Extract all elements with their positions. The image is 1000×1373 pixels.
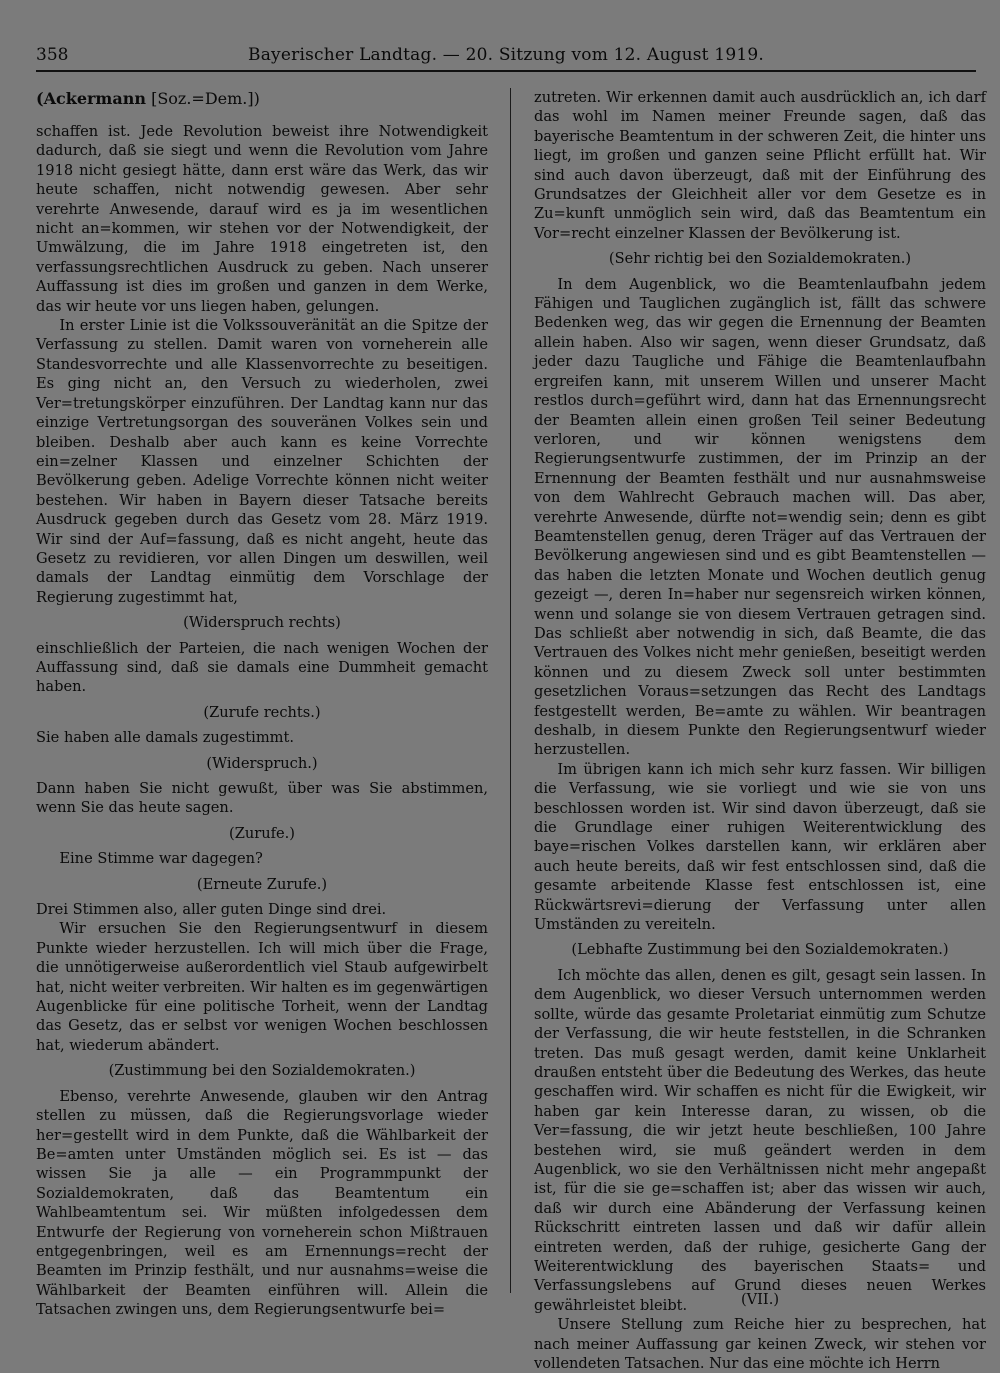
paragraph: zutreten. Wir erkennen damit auch ausdrücklich an, ich darf das wohl im Namen meiner Freunde sagen, daß das bayerische Beamtentum in der schweren Zeit, die hinter uns liegt, im großen und ganzen seine Pflicht erfüllt hat. Wir sind auch davon überzeugt, daß mit der Einführung des Grundsatzes der Gleichheit aller vor dem Gesetze es in Zu=kunft unmöglich sein wird, daß das Beamtentum ein Vor=recht einzelner Klassen der Bevölkerung ist.	[534, 89, 986, 242]
interjection: (Lebhafte Zustimmung bei den Sozialdemokraten.)	[571, 941, 949, 959]
paragraph: Eine Stimme war dagegen?	[59, 850, 263, 868]
interjection: (Widerspruch rechts)	[183, 614, 341, 632]
column-divider	[510, 88, 511, 1293]
paragraph: Sie haben alle damals zugestimmt.	[36, 729, 295, 747]
interjection: (Zurufe rechts.)	[203, 703, 321, 721]
header-rule	[36, 70, 976, 72]
paragraph: In erster Linie ist die Volkssouveränität an die Spitze der Verfassung zu stellen. Damit waren von vorneherein alle Standesvorrechte und alle Klassenvorrechte zu beseitigen. Es ging nicht an, den Versuch zu wiederholen, zwei Ver=tretungskörper einzuführen. Der Landtag kann nur das einzige Vertretungsorgan des souveränen Volkes sein und bleiben. Deshalb aber auch kann es keine Vorrechte ein=zelner Klassen und einzelner Schichten der Bevölkerung geben. Adelige Vorrechte können nicht weiter bestehen. Wir haben in Bayern dieser Tatsache bereits Ausdruck gegeben durch das Gesetz vom 28. März 1919. Wir sind der Auf=fassung, daß es nicht angeht, heute das Gesetz zu revidieren, vor allen Dingen um deswillen, weil damals der Landtag einmütig dem Vorschlage der Regierung zugestimmt hat,	[36, 317, 488, 606]
speaker-name: (Ackermann	[36, 89, 146, 108]
paragraph: Ich möchte das allen, denen es gilt, gesagt sein lassen. In dem Augenblick, wo dieser Versuch unternommen werden sollte, würde das gesamte Proletariat einmütig zum Schutze der Verfassung, die wir heute feststellen, in die Schranken treten. Das muß gesagt werden, damit keine Unklarheit draußen entsteht über die Bedeutung des Werkes, das heute geschaffen wird. Wir schaffen es nicht für die Ewigkeit, wir haben gar kein Interesse daran, zu wissen, ob die Ver=fassung, die wir jetzt heute beschließen, 100 Jahre bestehen wird, sie muß geändert werden in dem Augenblick, wo sie den Verhältnissen nicht mehr angepaßt ist, für die sie ge=schaffen ist; aber das wissen wir auch, daß wir durch eine Abänderung der Verfassung keinen Rückschritt eintreten lassen und daß wir dafür allein eintreten werden, daß der ruhige, gesicherte Gang der Weiterentwicklung des bayerischen Staats= und Verfassungslebens auf Grund dieses neuen Werkes gewährleistet bleibt.	[534, 966, 986, 1314]
paragraph: In dem Augenblick, wo die Beamtenlaufbahn jedem Fähigen und Tauglichen zugänglich ist, fällt das schwere Bedenken weg, das wir gegen die Ernennung der Beamten allein haben. Also wir sagen, wenn dieser Grundsatz, daß jeder dazu Taugliche und Fähige die Beamtenlaufbahn ergreifen kann, mit unserem Willen und unserer Macht restlos durch=geführt wird, dann hat das Ernennungsrecht der Beamten allein einen großen Teil seiner Bedeutung verloren, und wir können wenigstens dem Regierungsentwurfe zustimmen, der im Prinzip an der Ernennung der Beamten festhält und nur ausnahmsweise von dem Wahlrecht Gebrauch machen will. Das aber, verehrte Anwesende, dürfte not=wendig sein; denn es gibt Beamtenstellen genug, deren Träger auf das Vertrauen der Bevölkerung angewiesen sind und es gibt Beamtenstellen — das haben die letzten Monate und Wochen deutlich genug gezeigt —, deren In=haber nur segensreich wirken können, wenn und solange sie von diesem Vertrauen getragen sind. Das schließt aber notwendig in sich, daß Beamte, die das Vertrauen des Volkes nicht mehr genießen, beseitigt werden können und zu diesem Zweck soll unter bestimmten gesetzlichen Voraus=setzungen das Recht des Landtags festgestellt werden, Be=amte zu wählen. Wir beantragen deshalb, in diesem Punkte den Regierungsentwurf wieder herzustellen.	[534, 275, 986, 759]
left-column	[36, 88, 488, 1320]
interjection: (Zustimmung bei den Sozialdemokraten.)	[108, 1062, 416, 1080]
speaker-line	[36, 88, 488, 110]
interjection: (Zurufe.)	[229, 824, 295, 842]
paragraph: Im übrigen kann ich mich sehr kurz fassen. Wir billigen die Verfassung, wie sie vorliegt und wie sie von uns beschlossen worden ist. Wir sind davon überzeugt, daß sie die Grundlage einer ruhigen Weiterentwicklung des baye=rischen Volkes darstellen kann, wir erklären aber auch heute bereits, daß wir fest entschlossen sind, daß die gesamte arbeitende Klasse fest entschlossen ist, eine Rückwärtsrevi=dierung der Verfassung unter allen Umständen zu vereiteln.	[534, 760, 986, 934]
interjection: (Erneute Zurufe.)	[196, 875, 328, 893]
paragraph: Drei Stimmen also, aller guten Dinge sind drei.	[36, 901, 387, 919]
speaker-party: [Soz.=Dem.])	[151, 89, 260, 108]
paragraph: einschließlich der Parteien, die nach wenigen Wochen der Auffassung sind, daß sie damals eine Dummheit gemacht haben.	[36, 639, 488, 696]
right-column	[534, 88, 986, 1373]
page-number: 358	[36, 45, 69, 65]
paragraph: Wir ersuchen Sie den Regierungsentwurf in diesem Punkte wieder herzustellen. Ich will mich über die Frage, die unnötigerweise außerordentlich viel Staub aufgewirbelt hat, nicht weiter verbreiten. Wir halten es im gegenwärtigen Augenblicke für eine politische Torheit, wenn der Landtag das Gesetz, das er selbst vor wenigen Wochen beschlossen hat, wiederum abändert.	[36, 920, 488, 1054]
running-title: Bayerischer Landtag. — 20. Sitzung vom 12. August 1919.	[248, 45, 764, 65]
interjection: (Sehr richtig bei den Sozialdemokraten.)	[608, 250, 912, 268]
interjection: (Widerspruch.)	[206, 754, 318, 772]
signature-mark: (VII.)	[740, 1291, 780, 1308]
paragraph: Unsere Stellung zum Reiche hier zu besprechen, hat nach meiner Auffassung gar keinen Zweck, wir stehen vor vollendeten Tatsachen. Nur das eine möchte ich Herrn	[534, 1316, 986, 1372]
paragraph: Dann haben Sie nicht gewußt, über was Sie abstimmen, wenn Sie das heute sagen.	[36, 780, 488, 817]
paragraph: Ebenso, verehrte Anwesende, glauben wir den Antrag stellen zu müssen, daß die Regierungsvorlage wieder her=gestellt wird in dem Punkte, daß die Wählbarkeit der Be=amten unter Umständen möglich sei. Es ist — das wissen Sie ja alle — ein Programmpunkt der Sozialdemokraten, daß das Beamtentum ein Wahlbeamtentum sei. Wir müßten infolgedessen dem Entwurfe der Regierung von vorneherein schon Mißtrauen entgegenbringen, weil es am Ernennungs=recht der Beamten im Prinzip festhält, und nur ausnahms=weise die Wählbarkeit der Beamten einführen will. Allein die Tatsachen zwingen uns, dem Regierungsentwurfe bei=	[36, 1087, 488, 1319]
paragraph: schaffen ist. Jede Revolution beweist ihre Notwendigkeit dadurch, daß sie siegt und wenn die Revolution vom Jahre 1918 nicht gesiegt hätte, dann erst wäre das Werk, das wir heute schaffen, nicht notwendig gewesen. Aber sehr verehrte Anwesende, darauf wird es ja im wesentlichen nicht an=kommen, wir stehen vor der Notwendigkeit, der Umwälzung, die im Jahre 1918 eingetreten ist, den verfassungsrechtlichen Ausdruck zu geben. Nach unserer Auffassung ist dies im großen und ganzen in dem Werke, das wir heute vor uns liegen haben, gelungen.	[36, 123, 488, 315]
page-header	[36, 40, 976, 70]
